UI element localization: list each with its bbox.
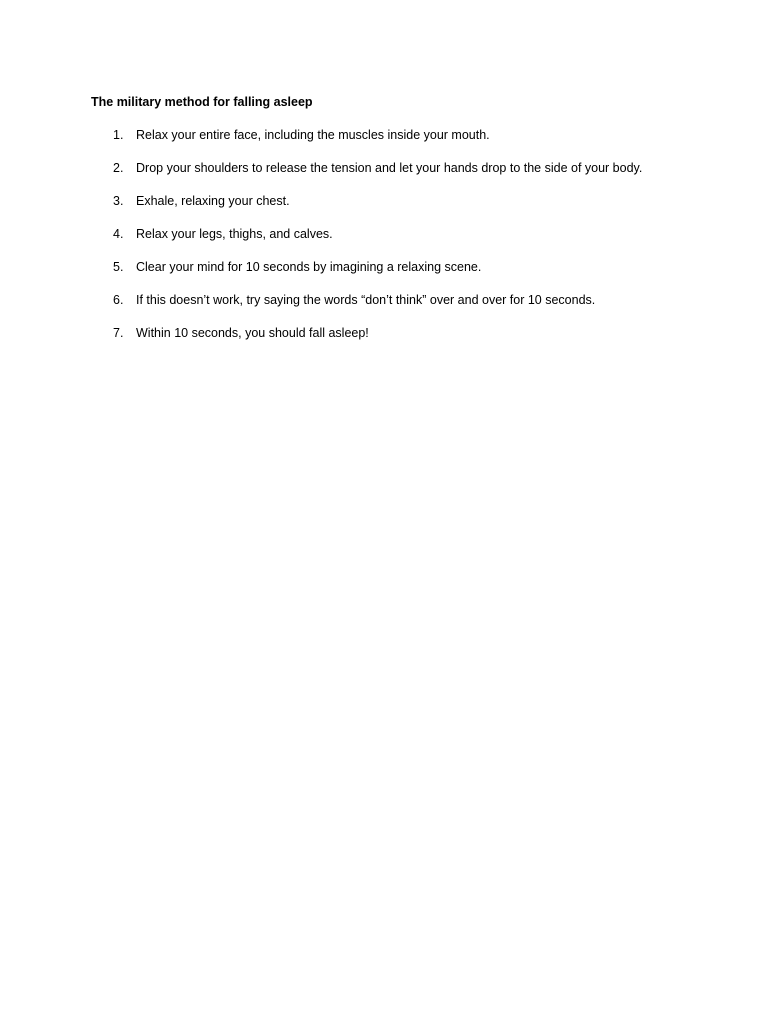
step-text: Clear your mind for 10 seconds by imagining a relaxing scene. <box>136 260 482 274</box>
step-number: 4. <box>113 227 124 241</box>
list-item <box>0 193 768 226</box>
step-number: 7. <box>113 326 124 340</box>
step-text: Drop your shoulders to release the tension and let your hands drop to the side of your body. <box>136 161 643 175</box>
step-text: Relax your legs, thighs, and calves. <box>136 227 333 241</box>
step-number: 2. <box>113 161 124 175</box>
list-item <box>0 292 768 325</box>
step-text: If this doesn’t work, try saying the words “don’t think” over and over for 10 seconds. <box>136 293 596 307</box>
steps-list <box>0 127 768 358</box>
list-item <box>0 127 768 160</box>
list-item <box>0 325 768 358</box>
step-number: 1. <box>113 128 124 142</box>
list-item <box>0 160 768 193</box>
list-item <box>0 226 768 259</box>
list-item <box>0 259 768 292</box>
step-number: 6. <box>113 293 124 307</box>
step-text: Relax your entire face, including the muscles inside your mouth. <box>136 128 490 142</box>
step-text: Exhale, relaxing your chest. <box>136 194 290 208</box>
step-text: Within 10 seconds, you should fall asleep! <box>136 326 369 340</box>
step-number: 3. <box>113 194 124 208</box>
document-title: The military method for falling asleep <box>91 95 313 109</box>
step-number: 5. <box>113 260 124 274</box>
